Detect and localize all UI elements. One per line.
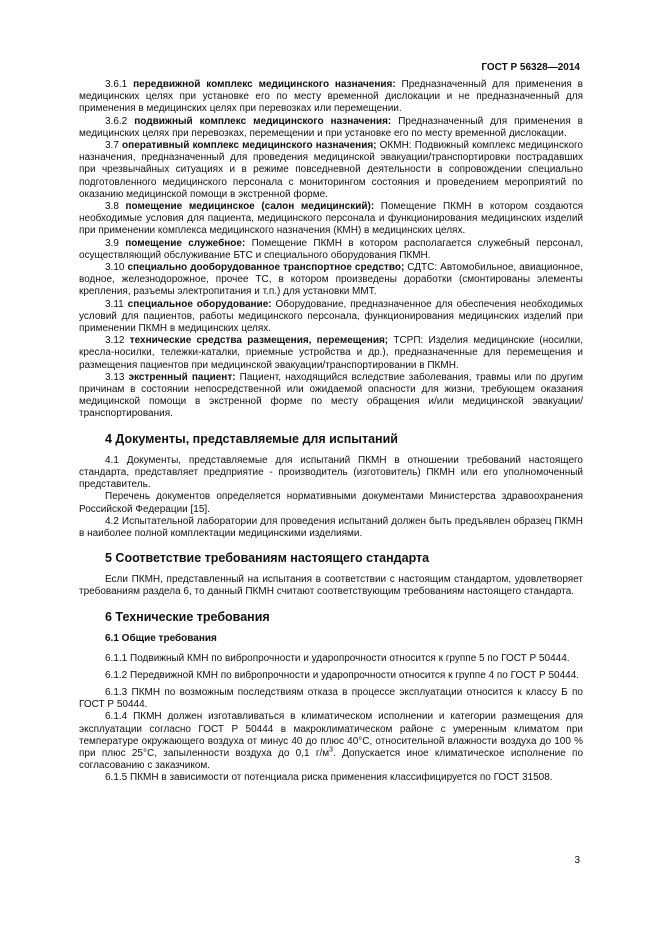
definition-text: СДТС: Автомобильное, авиационное, водное, железнодорожное, прочее ТС, в котором произведены доработки (смонтированы элементы крепления, разъемы электропитания и т.п.) для установки ММТ. (79, 262, 584, 298)
definition-text: ОКМН: Подвижный комплекс медицинского назначения, предназначенный для проведения медицинской эвакуации/транспортировки пострадавших при чрезвычайных ситуациях и в режиме повседневной деятельности в сопровождении специально подготовленного медицинского персонала с мониторингом состояния и проведением мероприятий по оказанию медицинской помощи в экстренной форме. (79, 140, 583, 200)
section-4-title: 4 Документы, представляемые для испытаний (105, 431, 398, 446)
definition-number: 3.6.2 (105, 115, 128, 127)
paragraph-4-2: 4.2 Испытательной лаборатории для проведения испытаний должен быть предъявлен образец ПКМН в наиболее полной комплектации медицинскими изделиями. (79, 515, 583, 539)
definition-text: ТСРП: Изделия медицинские (носилки, кресла-носилки, тележки-каталки, приемные устройства и др.), предназначенные для перемещения и размещения пациентов при медицинской эвакуации/транспортировании в ПКМН. (79, 335, 583, 371)
paragraph-4-1-list: Перечень документов определяется нормативными документами Министерства здравоохранения Российской Федерации [15]. (79, 491, 583, 515)
definition-text: Предназначенный для применения в медицинских целях при перевозках, перемещении и при установке его по месту временной дислокации. (79, 115, 583, 139)
definition-paragraph (79, 238, 583, 262)
definition-number: 3.8 (105, 201, 119, 213)
paragraph-6-1-2: 6.1.2 Передвижной КМН по вибропрочности и ударопрочности относится к группе 4 по ГОСТ Р 50444. (105, 669, 580, 681)
definition-number: 3.11 (105, 298, 124, 310)
page-content (79, 79, 583, 785)
superscript-3: 3 (329, 746, 334, 754)
definition-paragraph (79, 140, 583, 201)
definition-text: Помещение ПКМН в котором создаются необходимые условия для пациента, медицинского персонала и функционирования медицинских изделий при применении комплекса медицинского назначения (КМН) в медицинских целях. (79, 201, 583, 237)
paragraph-6-1-5: 6.1.5 ПКМН в зависимости от потенциала риска применения классифицируется по ГОСТ 31508. (105, 772, 553, 784)
definition-paragraph (79, 201, 583, 238)
definition-paragraph (79, 299, 583, 336)
paragraph-5: Если ПКМН, представленный на испытания в соответствии с настоящим стандартом, удовлетворяет требованиям раздела 6, то данный ПКМН считают соответствующим требованиям настоящего стандарта. (79, 574, 583, 598)
definition-term: помещение служебное: (125, 237, 246, 249)
paragraph-6-1-1: 6.1.1 Подвижный КМН по вибропрочности и ударопрочности относится к группе 5 по ГОСТ Р 50444. (105, 652, 570, 664)
definition-number: 3.9 (105, 237, 119, 249)
paragraph-6-1-4-text: 6.1.4 ПКМН должен изготавливаться в климатическом исполнении и категории размещения для эксплуатации согласно ГОСТ Р 50444 в макроклиматическом районе с умеренным климатом при температуре окружающего воздуха от минус 40 до плюс 40°С, относительной влажности воздуха до 100 % при плюс 25°С, запыленности воздуха до 0,1 г/м (79, 711, 583, 759)
definition-number: 3.6.1 (105, 79, 128, 90)
definition-term: технические средства размещения, перемещения; (129, 335, 389, 347)
page-number: 3 (574, 855, 580, 866)
definition-paragraph (79, 79, 583, 116)
paragraph-6-1-4-text-end: . Допускается иное климатическое исполнение по согласованию с заказчиком. (79, 747, 584, 772)
section-6-title: 6 Технические требования (105, 609, 270, 624)
document-id: ГОСТ Р 56328—2014 (481, 62, 580, 73)
definition-term: подвижный комплекс медицинского назначения: (134, 115, 392, 127)
definition-number: 3.7 (105, 140, 119, 152)
definition-paragraph (79, 116, 583, 140)
definition-term: экстренный пациент: (128, 371, 236, 383)
definition-term: специально дооборудованное транспортное средство; (127, 262, 405, 274)
definition-term: специальное оборудование: (127, 298, 272, 310)
definition-paragraph (79, 372, 583, 421)
definition-text: Предназначенный для применения в медицинских целях при установке его по месту временной дислокации и не предназначенный для применения в медицинских целях при перевозках или перемещении. (79, 79, 583, 115)
definition-paragraph (79, 262, 583, 299)
definition-number: 3.13 (105, 371, 125, 383)
definition-paragraph (79, 335, 583, 372)
definition-text: Оборудование, предназначенное для обеспечения необходимых условий для пациентов, работы медицинского персонала, функционирования медицинских изделий при применении ПКМН в медицинских целях. (79, 298, 584, 335)
definitions-list (79, 79, 583, 421)
paragraph-4-1: 4.1 Документы, представляемые для испытаний ПКМН в отношении требований настоящего стандарта, представляет предприятие - производитель (изготовитель) ПКМН или его уполномоченный представитель. (79, 454, 583, 491)
definition-number: 3.10 (105, 262, 125, 274)
subsection-6-1-title: 6.1 Общие требования (105, 632, 217, 644)
definition-text: Пациент, находящийся вследствие заболевания, травмы или по другим причинам в состоянии непосредственной или ожидаемой опасности для жизни, требующем оказания медицинской помощи в экстренной форме по месту обращения и/или медицинской эвакуации/транспортирования. (79, 371, 584, 420)
definition-term: оперативный комплекс медицинского назначения; (122, 140, 377, 152)
section-5-title: 5 Соответствие требованиям настоящего стандарта (105, 551, 430, 566)
paragraph-6-1-4 (79, 711, 583, 772)
definition-text: Помещение ПКМН в котором располагается служебный персонал, осуществляющий обслуживание БТС и специального оборудования ПКМН. (79, 237, 583, 261)
definition-term: помещение медицинское (салон медицинский): (125, 201, 375, 213)
paragraph-6-1-3: 6.1.3 ПКМН по возможным последствиям отказа в процессе эксплуатации относится к классу Б по ГОСТ Р 50444. (79, 686, 583, 711)
definition-number: 3.12 (105, 335, 125, 347)
definition-term: передвижной комплекс медицинского назначения: (133, 79, 396, 90)
